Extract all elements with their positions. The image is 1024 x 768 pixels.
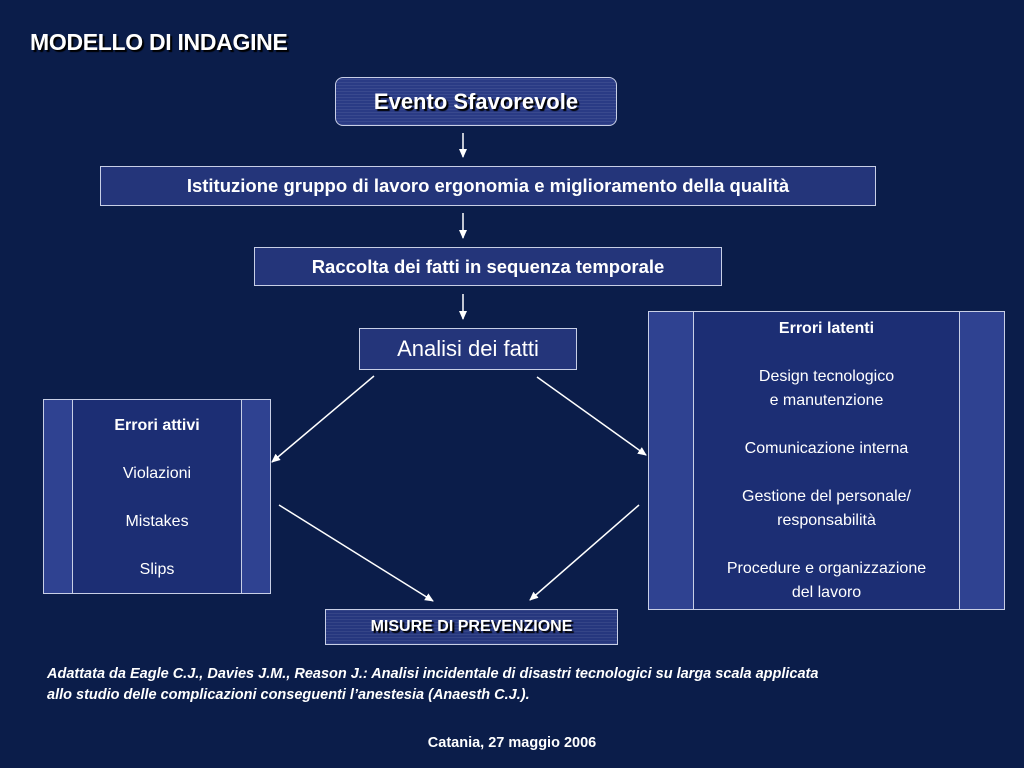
raccolta-fatti-label: Raccolta dei fatti in sequenza temporale — [311, 255, 665, 277]
istituzione-gruppo-label: Istituzione gruppo di lavoro ergonomia e miglioramento della qualità — [186, 175, 790, 196]
analisi-fatti-label: Analisi dei fatti — [397, 336, 539, 361]
arrow-errori-attivi-to-misure — [279, 505, 433, 601]
source-caption-line: allo studio delle complicazioni conseguenti l’anestesia (Anaesth C.J.). — [47, 687, 530, 703]
source-caption-line: Adattata da Eagle C.J., Davies J.M., Reason J.: Analisi incidentale di disastri tecnologici su larga scala applicata — [47, 666, 819, 682]
footer-date: Catania, 27 maggio 2006 — [427, 735, 597, 751]
misure-prevenzione-label: MISURE DI PREVENZIONE — [370, 618, 573, 635]
errori-latenti-item: Comunicazione interna — [744, 440, 909, 457]
errori-latenti-item: responsabilità — [777, 512, 876, 529]
errori-latenti-item: Procedure e organizzazione — [726, 560, 927, 577]
errori-attivi-heading: Errori attivi — [114, 417, 200, 434]
errori-latenti-item: Design tecnologico — [758, 368, 895, 385]
errori-attivi-item: Slips — [139, 561, 175, 578]
evento-sfavorevole-label: Evento Sfavorevole — [373, 88, 579, 114]
arrow-analisi-to-errori-latenti — [537, 377, 646, 455]
arrow-analisi-to-errori-attivi — [272, 376, 374, 462]
errori-latenti-item: Gestione del personale/ — [742, 488, 911, 505]
source-caption — [47, 664, 987, 706]
errori-attivi-item: Violazioni — [122, 465, 192, 482]
errori-attivi-item: Mistakes — [125, 513, 189, 530]
errori-latenti-item: del lavoro — [791, 584, 862, 601]
errori-latenti-item: e manutenzione — [769, 392, 884, 409]
errori-latenti-heading: Errori latenti — [778, 320, 875, 337]
arrow-errori-latenti-to-misure — [530, 505, 639, 600]
slide-title: MODELLO DI INDAGINE — [30, 29, 288, 55]
